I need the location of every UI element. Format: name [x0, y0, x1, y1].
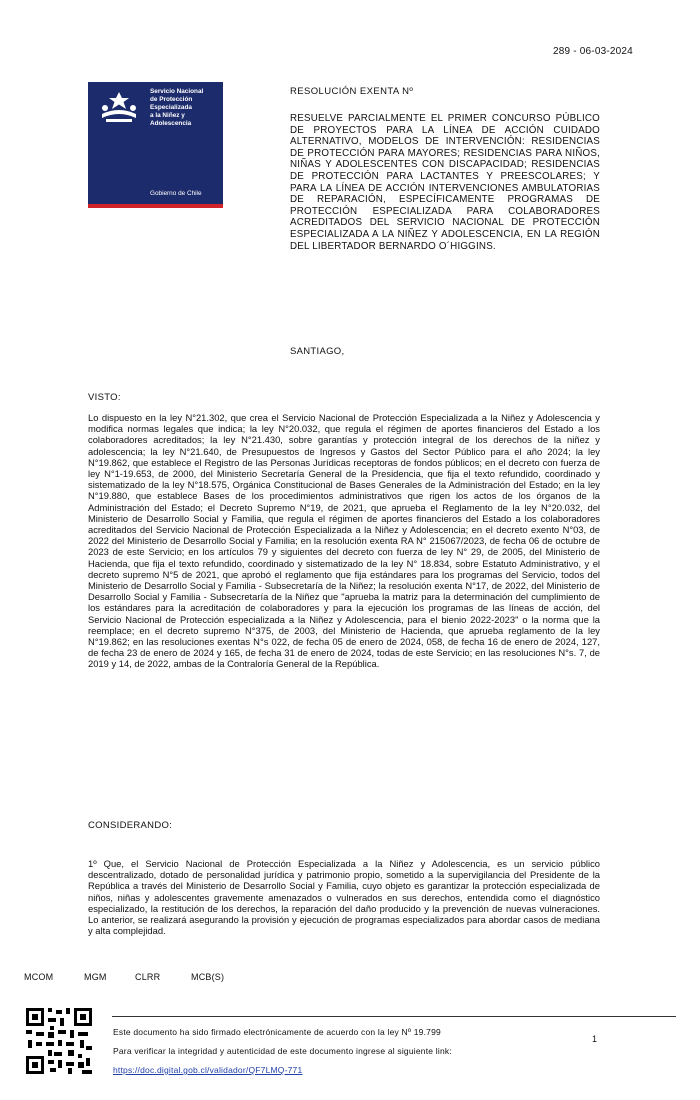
verification-notice: Para verificar la integridad y autenticidad de este documento ingrese al siguiente link:	[113, 1046, 452, 1056]
city-line: SANTIAGO,	[290, 346, 345, 357]
footer-divider	[112, 1016, 676, 1017]
visto-heading: VISTO:	[88, 392, 121, 403]
logo-footer-text: Gobierno de Chile	[150, 190, 202, 197]
considerando-heading: CONSIDERANDO:	[88, 820, 173, 831]
considerando-paragraph: 1º Que, el Servicio Nacional de Protección Especializada a la Niñez y Adolescencia, es un servicio público descentralizado, dotado de personalidad jurídica y patrimonio propio, sometido a la supervigilancia del Presidente de la República a través del Ministerio de Desarrollo Social y Familia, cuyo objeto es garantizar la protección especializada de niños, niñas y adolescentes gravemente amenazados o vulnerados en sus derechos, entendida como el diagnóstico especializado, la restitución de los derechos, la reparación del daño producido y la prevención de nuevas vulneraciones. Lo anterior, se realizará asegurando la provisión y ejecución de programas especializados para abordar casos de mediana y alta complejidad.	[88, 858, 600, 937]
initials-item: MCB(S)	[191, 972, 225, 982]
resolution-summary: RESUELVE PARCIALMENTE EL PRIMER CONCURSO PÚBLICO DE PROYECTOS PARA LA LÍNEA DE ACCIÓN CUIDADO ALTERNATIVO, MODELOS DE INTERVENCIÓN: RESIDENCIAS DE PROTECCIÓN PARA MAYORES; RESIDENCIAS PARA NIÑOS, NIÑAS Y ADOLESCENTES CON DISCAPACIDAD; RESIDENCIAS DE PROTECCIÓN PARA LACTANTES Y PREESCOLARES; Y PARA LA LÍNEA DE ACCIÓN INTERVENCIONES AMBULATORIAS DE REPARACIÓN, ESPECÍFICAMENTE PROGRAMAS DE PROTECCIÓN ESPECIALIZADA PARA COLABORADORES ACREDITADOS DEL SERVICIO NACIONAL DE PROTECCIÓN ESPECIALIZADA A LA NIÑEZ Y ADOLESCENCIA, EN LA REGIÓN DEL LIBERTADOR BERNARDO O´HIGGINS.	[290, 113, 600, 252]
coat-of-arms-icon	[96, 88, 142, 128]
visto-paragraph: Lo dispuesto en la ley N°21.302, que crea el Servicio Nacional de Protección Especializada a la Niñez y Adolescencia y modifica normas legales que indica; la ley N°20.032, que regula el régimen de aportes financieros del Estado a los colaboradores acreditados; la ley N°21.430, sobre garantías y protección integral de los derechos de la niñez y adolescencia; la ley N°21.640, de Presupuestos de Ingresos y Gastos del Sector Público para el año 2024; la ley N°19.862, que establece el Registro de las Personas Jurídicas receptoras de fondos públicos; en el decreto con fuerza de ley N°1-19.653, de 2000, del Ministerio Secretaría General de la Presidencia, que fija el texto refundido, coordinado y sistematizado de la ley N°18.575, Orgánica Constitucional de Bases Generales de la Administración del Estado; en la ley N°19.880, que establece Bases de los procedimientos administrativos que rigen los actos de los órganos de la Administración del Estado; el Decreto Supremo N°19, de 2021, que aprueba el Reglamento de la ley N°20.032, del Ministerio de Desarrollo Social y Familia, que regula el régimen de aportes financieros del Estado a los colaboradores acreditados del Servicio Nacional de Protección Especializada a la Niñez y Adolescencia; en el decreto exento N°03, de 2022 del Ministerio de Desarrollo Social y Familia; en la resolución exenta RA N° 215067/2023, de fecha 06 de octubre de 2023 de este Servicio; en los artículos 79 y siguientes del decreto con fuerza de ley N° 29, de 2005, del Ministerio de Hacienda, que fija el texto refundido, coordinado y sistematizado de la ley N° 18.834, sobre Estatuto Administrativo, y el decreto supremo N°5 de 2021, que aprobó el reglamento que fija estándares para los programas del Servicio, todos del Ministerio de Desarrollo Social y Familia - Subsecretaría de la Niñez; la resolución exenta N°17, de 2022, del Ministerio de Desarrollo Social y Familia - Subsecretaría de la Niñez que "aprueba la matriz para la determinación del cumplimiento de los estándares para la acreditación de colaboradores y para la ejecución los programas de las líneas de acción, del Servicio Nacional de Protección especializada a la Niñez y Adolescencia, para el bienio 2022-2023" o la norma que la reemplace; en el decreto supremo N°375, de 2003, del Ministerio de Hacienda, que aprueba reglamento de la ley N°19.862; en las resoluciones exentas N°s 022, de fecha 05 de enero de 2024, 058, de fecha 16 de enero de 2024, 127, de fecha 23 de enero de 2024 y 165, de fecha 31 de enero de 2024, todas de este Servicio; en las resoluciones N°s. 7, de 2019 y 14, de 2022, ambas de la Contraloría General de la República.	[88, 412, 600, 670]
logo-text	[150, 88, 222, 128]
document-reference: 289 - 06-03-2024	[553, 46, 633, 57]
logo-line: Especializada	[150, 104, 192, 111]
qr-code-icon[interactable]	[24, 1006, 94, 1076]
initials-item: MCOM	[24, 972, 54, 982]
initials-item: CLRR	[135, 972, 161, 982]
logo-line: Servicio Nacional	[150, 88, 204, 95]
verification-link[interactable]: https://doc.digital.gob.cl/validador/QF7LMQ-771	[113, 1065, 303, 1075]
logo-line: a la Niñez y	[150, 112, 185, 119]
logo-line: Adolescencia	[150, 120, 192, 127]
page-number: 1	[592, 1034, 598, 1044]
resolution-heading: RESOLUCIÓN EXENTA Nº	[290, 86, 414, 97]
initials-item: MGM	[84, 972, 107, 982]
logo-red-stripe	[88, 204, 223, 208]
signature-notice: Este documento ha sido firmado electrónicamente de acuerdo con la ley Nº 19.799	[113, 1027, 441, 1037]
logo-line: de Protección	[150, 96, 193, 103]
